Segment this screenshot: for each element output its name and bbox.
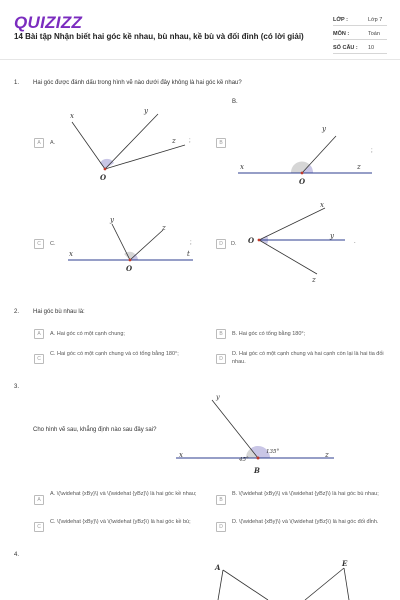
meta-label-grade: LỚP :	[333, 17, 348, 23]
option-d-text: D. Hai góc có một cạnh chung và hai cạnh còn lại là hai tia đối nhau.	[232, 351, 384, 365]
question-number: 4.	[14, 552, 20, 558]
option-a-text: A. \(\widehat {xBy}\) và \(\widehat {yBz}\) là hai góc kề nhau;	[50, 491, 197, 497]
meta-divider	[333, 53, 387, 54]
ray-ox	[259, 208, 325, 240]
label-t: t	[187, 250, 190, 258]
meta-value-grade: Lớp 7	[368, 17, 383, 23]
figure-d-diagram	[245, 200, 355, 290]
separator: ;	[190, 240, 192, 246]
option-c-box[interactable]: C	[34, 239, 44, 249]
option-b-heading: B.	[232, 99, 238, 105]
angle-label-45: 45°	[239, 457, 249, 463]
label-z: z	[325, 451, 329, 459]
label-a: A	[215, 563, 221, 572]
separator: ;	[189, 138, 191, 144]
meta-divider	[333, 25, 387, 26]
label-x: x	[320, 201, 324, 209]
figure-c-diagram	[65, 208, 195, 278]
segment	[305, 568, 344, 600]
option-d-box[interactable]: D	[216, 239, 226, 249]
point-o	[104, 168, 107, 171]
option-c-text: C. Hai góc có một cạnh chung và có tổng bằng 180°;	[50, 351, 179, 357]
header-divider	[0, 59, 400, 60]
meta-value-subject: Toán	[368, 31, 380, 37]
question-4-diagram	[210, 556, 370, 600]
ray-by	[212, 400, 258, 458]
label-o: O	[248, 236, 255, 245]
label-o: O	[126, 264, 133, 273]
separator: .	[354, 239, 356, 245]
segment	[218, 570, 223, 600]
option-d-box[interactable]: D	[216, 522, 226, 532]
option-c-box[interactable]: C	[34, 354, 44, 364]
figure-b-diagram	[232, 112, 382, 187]
ray-ox	[72, 122, 105, 169]
label-y: y	[110, 216, 114, 224]
label-y: y	[322, 125, 326, 133]
question-text: Hai góc được đánh dấu trong hình vẽ nào dưới đây không là hai góc kề nhau?	[33, 80, 242, 86]
label-o: O	[299, 177, 306, 186]
option-a-box[interactable]: A	[34, 329, 44, 339]
option-d-text: D. \(\widehat {xBy}\) và \(\widehat {yBz}\) là hai góc đối đỉnh.	[232, 519, 379, 525]
label-z: z	[312, 276, 316, 284]
angle-label-135: 135°	[266, 449, 280, 455]
label-y: y	[144, 107, 148, 115]
option-d-box[interactable]: D	[216, 354, 226, 364]
segment	[344, 568, 349, 600]
ray-oy	[302, 136, 336, 173]
question-3-diagram	[172, 390, 342, 478]
option-a-box[interactable]: A	[34, 138, 44, 148]
meta-label-subject: MÔN :	[333, 31, 350, 37]
ray-oz	[130, 230, 163, 260]
point-o	[301, 172, 304, 175]
document-title: 14 Bài tập Nhận biết hai góc kề nhau, bù nhau, kề bù và đối đỉnh (có lời giải)	[14, 32, 304, 41]
question-text: Cho hình vẽ sau, khẳng định nào sau đây sai?	[33, 427, 157, 433]
label-e: E	[342, 559, 348, 568]
option-c-box[interactable]: C	[34, 522, 44, 532]
option-b-box[interactable]: B	[216, 495, 226, 505]
option-a-text: A. Hai góc có một cạnh chung;	[50, 331, 125, 337]
ray-oz	[259, 240, 317, 274]
label-o: O	[100, 173, 107, 182]
option-a-box[interactable]: A	[34, 495, 44, 505]
segment	[223, 570, 268, 600]
label-z: z	[357, 163, 361, 171]
point-o	[129, 259, 132, 262]
meta-label-count: SỐ CÂU :	[333, 45, 358, 51]
point-b	[257, 457, 260, 460]
label-z: z	[162, 224, 166, 232]
quizizz-logo: QUIZIZZ	[14, 13, 83, 32]
option-b-text: B. Hai góc có tổng bằng 180°;	[232, 331, 306, 337]
option-c-text: C. \(\widehat {xBy}\) và \(\widehat {yBz}\) là hai góc kề bù;	[50, 519, 191, 525]
point-o	[258, 239, 261, 242]
label-x: x	[240, 163, 244, 171]
label-z: z	[172, 137, 176, 145]
question-text: Hai góc bù nhau là:	[33, 309, 85, 315]
option-b-text: B. \(\widehat {xBy}\) và \(\widehat {yBz}\) là hai góc bù nhau;	[232, 491, 379, 497]
option-b-box[interactable]: B	[216, 329, 226, 339]
figure-a-diagram	[60, 100, 200, 185]
ray-oy	[112, 224, 130, 260]
label-y: y	[216, 393, 220, 401]
option-b-box[interactable]: B	[216, 138, 226, 148]
label-x: x	[69, 250, 73, 258]
meta-value-count: 10	[368, 45, 375, 51]
label-x: x	[179, 451, 183, 459]
option-d-label: D.	[231, 241, 237, 247]
question-number: 1.	[14, 80, 20, 86]
option-a-label: A.	[50, 140, 56, 146]
label-b: B	[254, 466, 260, 475]
option-c-label: C.	[50, 241, 56, 247]
question-number: 2.	[14, 309, 20, 315]
question-number: 3.	[14, 384, 20, 390]
label-x: x	[70, 112, 74, 120]
label-y: y	[330, 232, 334, 240]
meta-divider	[333, 39, 387, 40]
separator: ;	[371, 148, 373, 154]
